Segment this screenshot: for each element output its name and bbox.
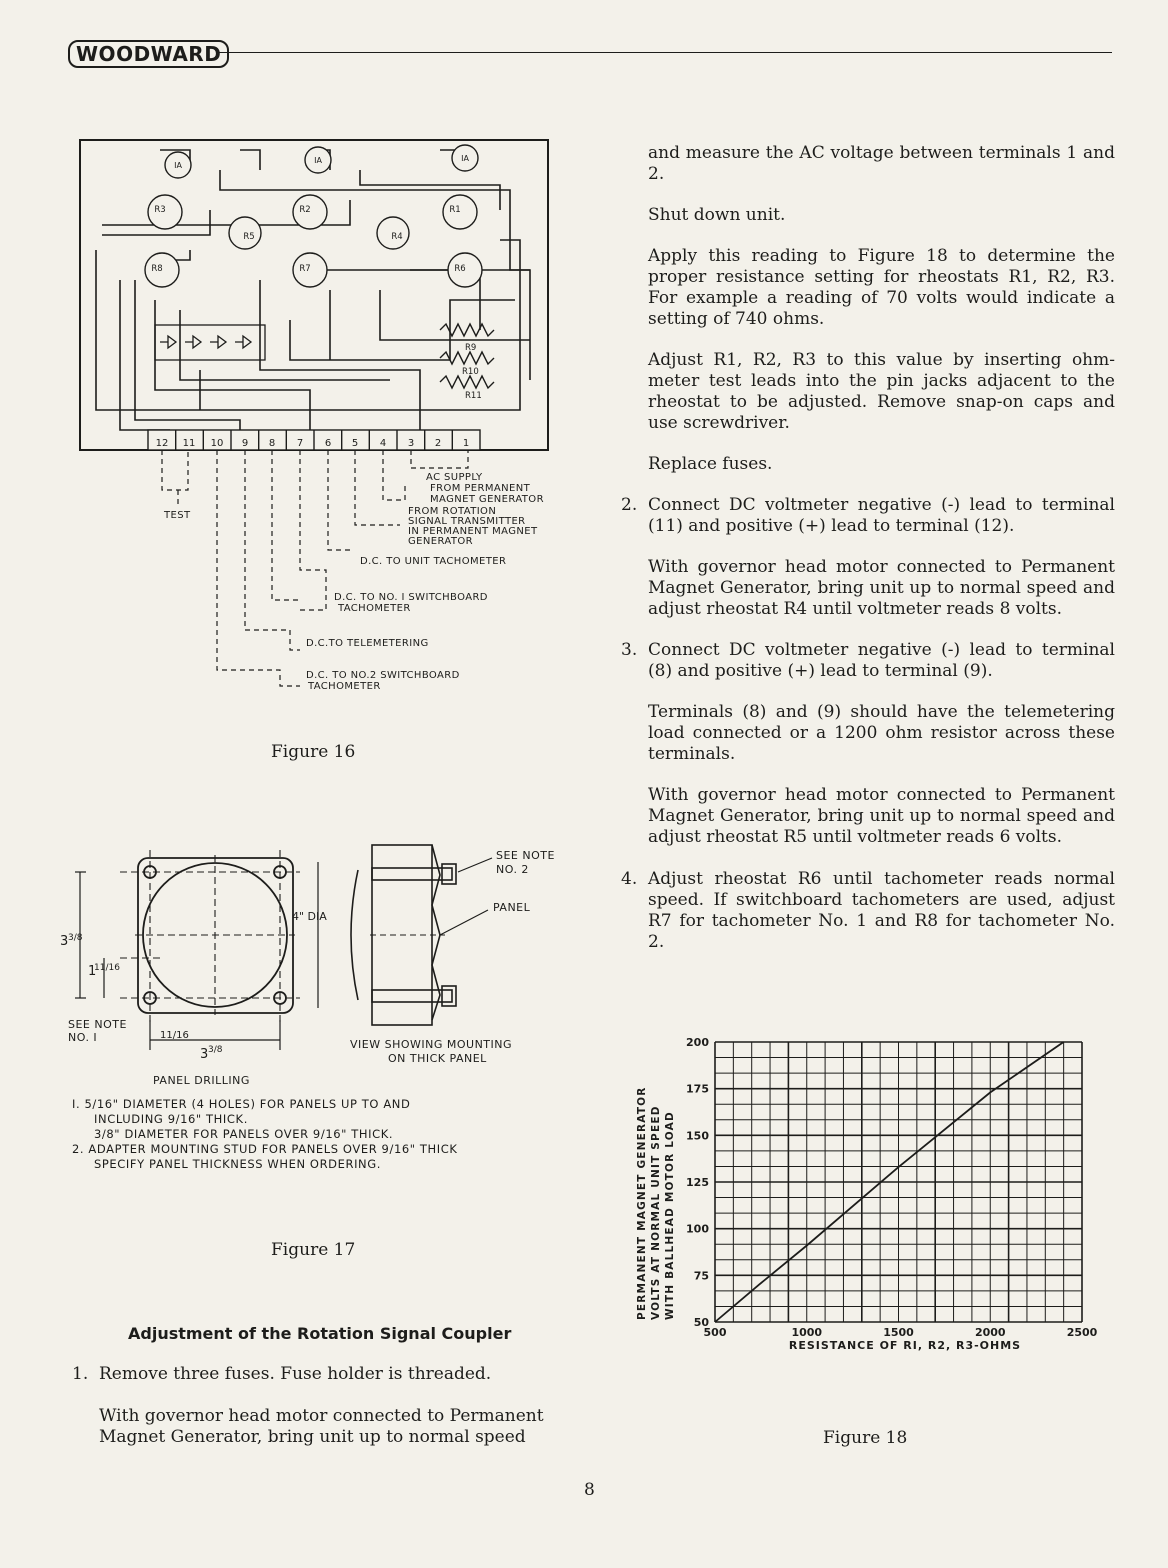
terminal-9: 9 — [241, 438, 249, 449]
note-2-line2: SPECIFY PANEL THICKNESS WHEN ORDERING. — [94, 1157, 382, 1171]
terminal-5: 5 — [351, 438, 359, 449]
rheostat-r3: R3 — [154, 205, 166, 215]
circuit-board-outline — [80, 140, 548, 450]
chart-ylabel-line3: WITH BALLHEAD MOTOR LOAD — [664, 1111, 676, 1320]
note-1-line3: 3/8" DIAMETER FOR PANELS OVER 9/16" THICK. — [94, 1127, 394, 1141]
paragraph-adjust-r1-r3: Adjust R1, R2, R3 to this value by inserting ohm-meter test leads into the pin jacks adjacent to the rheostat to be adjusted. Remove snap-on caps and use screwdriver. — [648, 350, 1115, 433]
rheostat-r4: R4 — [391, 232, 403, 242]
terminal-8: 8 — [268, 438, 276, 449]
page-number: 8 — [584, 1480, 595, 1500]
dim-1-11-16-whole: 1 — [88, 964, 97, 979]
dim-3-3-8-bottom: 3 — [200, 1047, 209, 1062]
label-ac-supply-2: FROM PERMANENT — [430, 483, 531, 494]
label-rotation-3: IN PERMANENT MAGNET — [408, 526, 538, 537]
terminal-11: 11 — [182, 438, 196, 449]
woodward-logo: WOODWARD — [68, 40, 229, 68]
paragraph-shut-down: Shut down unit. — [648, 205, 786, 225]
dim-3-3-8-whole: 3 — [60, 934, 69, 949]
resistor-r10: R10 — [462, 367, 479, 377]
panel-drilling-label: PANEL DRILLING — [153, 1074, 250, 1087]
figure-16-caption: Figure 16 — [271, 742, 356, 762]
label-ac-supply-1: AC SUPPLY — [426, 472, 483, 483]
step-1-number: 1. — [72, 1364, 89, 1384]
step-2 — [621, 495, 1115, 537]
chart-ylabel-line2: VOLTS AT NORMAL UNIT SPEED — [650, 1105, 662, 1320]
rheostat-r1: R1 — [449, 205, 461, 215]
chart-ylabel-line1: PERMANENT MAGNET GENERATOR — [636, 1086, 648, 1320]
terminal-6: 6 — [324, 438, 332, 449]
dim-4-dia: 4" DIA — [292, 910, 327, 923]
figure-17-caption: Figure 17 — [271, 1240, 356, 1260]
step-4-text: Adjust rheostat R6 until tachometer reads normal speed. If switchboard tachometers are used, adjust R7 for tachometer No. 1 and R8 for tachometer No. 2. — [648, 869, 1115, 952]
see-note-2-line2: NO. 2 — [496, 863, 529, 876]
terminal-2: 2 — [434, 438, 442, 449]
view-label-line1: VIEW SHOWING MOUNTING — [350, 1038, 513, 1051]
header-rule — [216, 52, 1112, 53]
step-4-number: 4. — [621, 869, 638, 889]
step-2-number: 2. — [621, 495, 638, 515]
label-rotation-4: GENERATOR — [408, 536, 474, 547]
label-ac-supply-3: MAGNET GENERATOR — [430, 494, 544, 505]
step-3-number: 3. — [621, 640, 638, 660]
terminal-10: 10 — [210, 438, 224, 449]
see-note-2-line1: SEE NOTE — [496, 849, 555, 862]
step-3-text: Connect DC voltmeter negative (-) lead to terminal (8) and positive (+) lead to terminal (9). — [648, 640, 1115, 681]
rheostat-r6: R6 — [454, 264, 466, 274]
rheostat-r2: R2 — [299, 205, 311, 215]
jack-ia-1: IA — [174, 161, 182, 170]
jack-ia-2: IA — [314, 156, 322, 165]
rheostat-r7: R7 — [299, 264, 311, 274]
label-rotation-1: FROM ROTATION — [408, 506, 497, 517]
note-1-line2: INCLUDING 9/16" THICK. — [94, 1112, 248, 1126]
y-tick-label: 100 — [686, 1222, 709, 1236]
label-test: TEST — [164, 510, 191, 521]
figure-18-caption: Figure 18 — [823, 1428, 908, 1448]
figure-17-notes — [72, 1097, 542, 1172]
dim-11-16-bottom: 11/16 — [160, 1030, 189, 1041]
step-1-paragraph-line2: Magnet Generator, bring unit up to normal speed — [99, 1427, 526, 1447]
x-tick-label: 2500 — [1066, 1326, 1098, 1339]
step-1 — [72, 1364, 567, 1385]
step-3-paragraph-2: With governor head motor connected to Permanent Magnet Generator, bring unit up to normal speed and adjust rheostat R5 until voltmeter reads 6 volts. — [648, 785, 1115, 847]
terminal-1: 1 — [462, 438, 470, 449]
step-1-paragraph-line1: With governor head motor connected to Permanent — [99, 1406, 544, 1426]
step-3-paragraph-1: Terminals (8) and (9) should have the telemetering load connected or a 1200 ohm resistor across these terminals. — [648, 702, 1115, 764]
label-rotation-2: SIGNAL TRANSMITTER — [408, 516, 526, 527]
step-2-paragraph: With governor head motor connected to Permanent Magnet Generator, bring unit up to normal speed and adjust rheostat R4 until voltmeter reads 8 volts. — [648, 557, 1115, 619]
x-tick-label: 1500 — [883, 1326, 914, 1339]
section-heading: Adjustment of the Rotation Signal Coupler — [128, 1324, 512, 1343]
label-dc-sw1-2: TACHOMETER — [338, 603, 411, 614]
rheostat-r8: R8 — [151, 264, 163, 274]
x-tick-label: 500 — [703, 1326, 727, 1339]
figure-18-chart — [630, 1030, 1110, 1360]
dim-11-16-frac: 11/16 — [94, 963, 120, 973]
label-dc-sw2-1: D.C. TO NO.2 SWITCHBOARD — [306, 670, 460, 681]
panel-label: PANEL — [493, 901, 531, 914]
y-tick-label: 125 — [686, 1176, 709, 1189]
chart-x-ticks — [704, 1326, 1098, 1339]
resistor-r9: R9 — [465, 343, 477, 353]
see-note-1-line1: SEE NOTE — [68, 1018, 127, 1031]
chart-y-ticks — [686, 1036, 709, 1329]
dim-3-3-8-frac: 3/8 — [68, 933, 83, 943]
view-label-line2: ON THICK PANEL — [388, 1052, 487, 1065]
step-1-paragraph — [99, 1406, 569, 1448]
step-1-text: Remove three fuses. Fuse holder is threaded. — [99, 1364, 492, 1384]
label-dc-sw2-2: TACHOMETER — [308, 681, 381, 692]
terminal-3: 3 — [407, 438, 415, 449]
label-dc-sw1-1: D.C. TO NO. I SWITCHBOARD — [334, 592, 488, 603]
figure-17-panel-drilling — [60, 840, 580, 1090]
resistor-r11: R11 — [465, 391, 482, 401]
paragraph-measure-ac: and measure the AC voltage between terminals 1 and 2. — [648, 143, 1115, 184]
note-2-line1: 2. ADAPTER MOUNTING STUD FOR PANELS OVER 9/16" THICK — [72, 1142, 458, 1156]
figure-16-wiring-diagram — [60, 130, 580, 700]
see-note-1-line2: NO. I — [68, 1031, 98, 1044]
y-tick-label: 50 — [693, 1316, 709, 1329]
jack-ia-3: IA — [461, 154, 469, 163]
chart-grid — [715, 1042, 1082, 1322]
terminal-7: 7 — [296, 438, 304, 449]
rheostat-r5: R5 — [243, 232, 255, 242]
y-tick-label: 175 — [686, 1082, 709, 1096]
paragraph-apply-reading: Apply this reading to Figure 18 to determine the proper resistance setting for rheostats R1, R2, R3. For example a reading of 70 volts would indicate a setting of 740 ohms. — [648, 246, 1115, 329]
y-tick-label: 200 — [686, 1036, 709, 1049]
chart-xlabel: RESISTANCE OF RI, R2, R3-OHMS — [788, 1339, 1022, 1352]
step-2-text: Connect DC voltmeter negative (-) lead to terminal (11) and positive (+) lead to terminal (12). — [648, 495, 1115, 536]
terminal-12: 12 — [155, 438, 169, 449]
y-tick-label: 150 — [686, 1129, 709, 1143]
paragraph-replace-fuses: Replace fuses. — [648, 454, 773, 474]
note-1-line1: I. 5/16" DIAMETER (4 HOLES) FOR PANELS UP TO AND — [72, 1097, 411, 1111]
x-tick-label: 2000 — [974, 1326, 1006, 1339]
label-dc-tele: D.C.TO TELEMETERING — [306, 638, 429, 649]
y-tick-label: 75 — [693, 1269, 709, 1283]
dim-3-3-8-bottom-frac: 3/8 — [208, 1045, 223, 1055]
step-3 — [621, 640, 1115, 682]
label-dc-unit-tach: D.C. TO UNIT TACHOMETER — [360, 556, 507, 567]
step-4 — [621, 869, 1115, 953]
x-tick-label: 1000 — [791, 1326, 823, 1339]
terminal-4: 4 — [379, 438, 387, 449]
